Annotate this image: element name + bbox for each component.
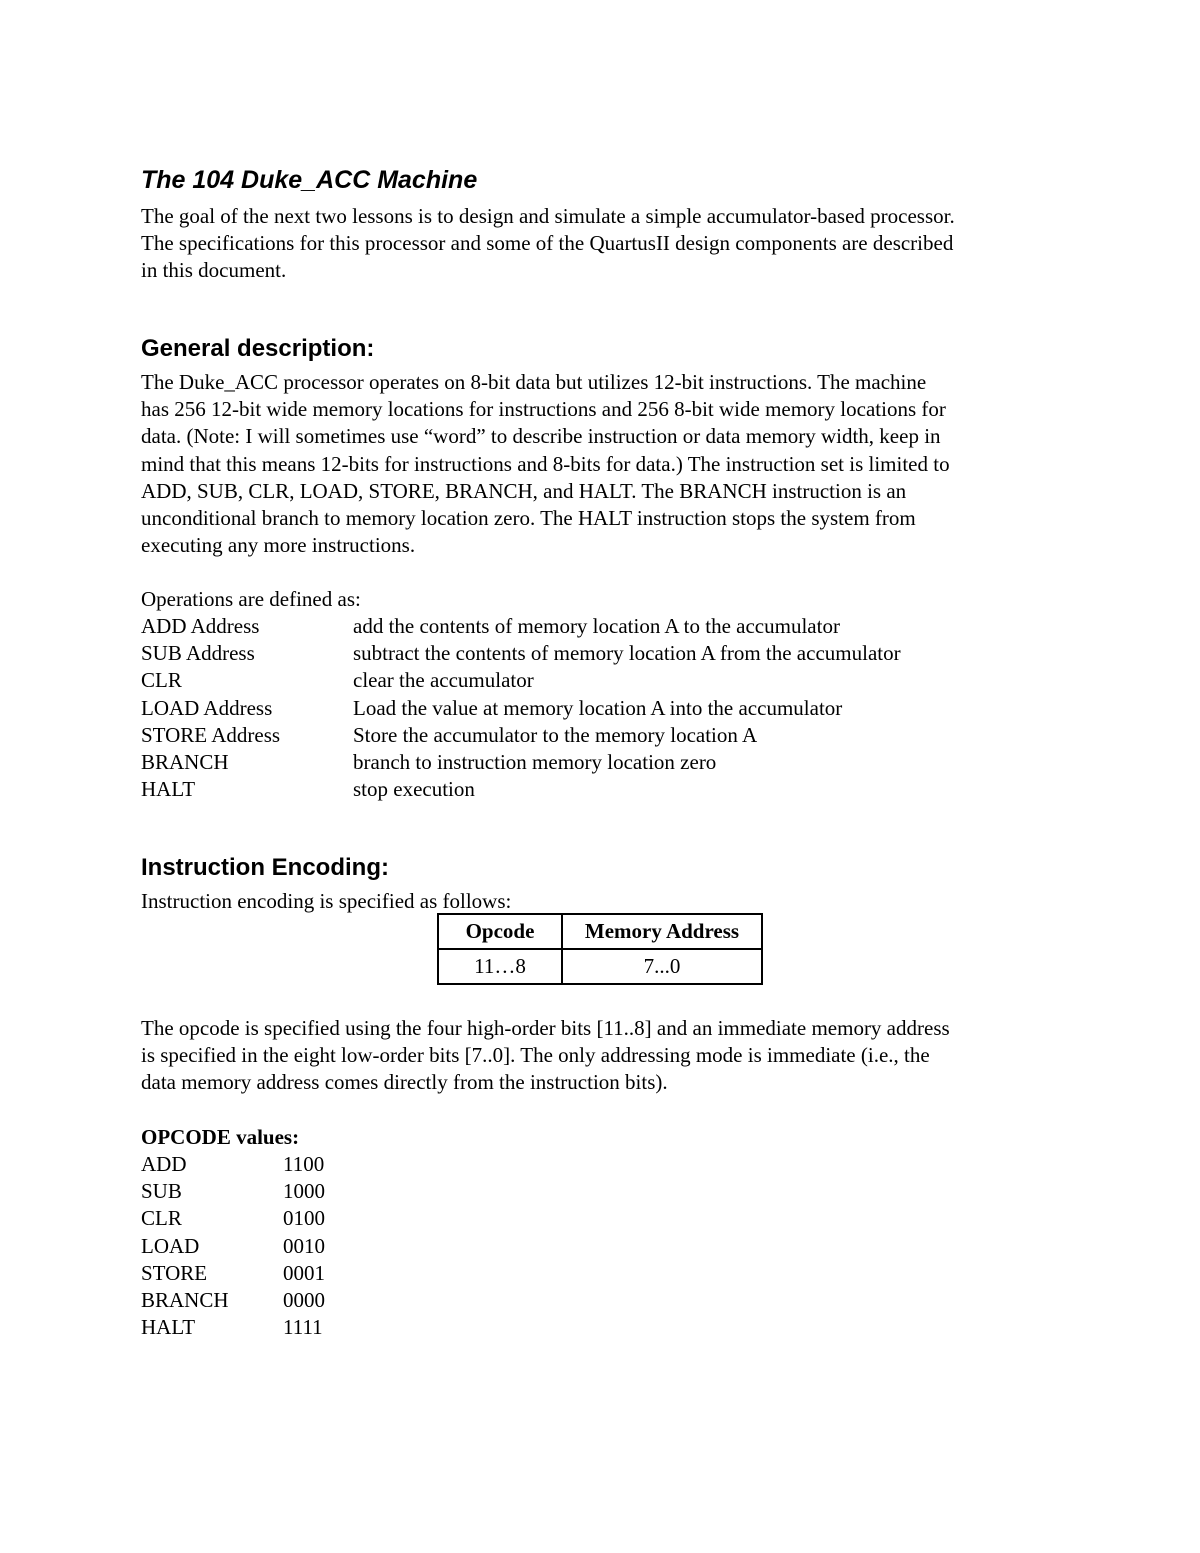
text-line: The specifications for this processor and some of the QuartusII design components are described <box>141 231 954 256</box>
opcode-value: 0010 <box>283 1233 325 1258</box>
operation-name: HALT <box>141 777 196 802</box>
opcode-name: ADD <box>141 1152 187 1176</box>
opcode-value: 0000 <box>283 1287 325 1312</box>
opcode-name: LOAD <box>141 1233 200 1258</box>
opcode-value: 1111 <box>283 1315 323 1340</box>
opcode-value: 0100 <box>283 1206 325 1231</box>
operation-description: branch to instruction memory location zero <box>353 749 717 774</box>
encoding-table <box>437 913 763 985</box>
operation-description: add the contents of memory location A to the accumulator <box>353 614 840 638</box>
operation-name: STORE Address <box>141 722 281 747</box>
operations-intro: Operations are defined as: <box>141 587 361 611</box>
opcode-row <box>141 1205 383 1232</box>
general-description-heading: General description: <box>141 335 375 362</box>
operation-row <box>141 776 1053 803</box>
operation-name: CLR <box>141 668 182 693</box>
text-line: unconditional branch to memory location zero. The HALT instruction stops the system from <box>141 506 916 531</box>
opcode-name: STORE <box>141 1260 208 1285</box>
opcode-name: CLR <box>141 1206 182 1231</box>
opcode-row <box>141 1260 383 1287</box>
text-line: executing any more instructions. <box>141 533 416 558</box>
text-line: has 256 12-bit wide memory locations for instructions and 256 8-bit wide memory locations for <box>141 397 946 422</box>
operation-row <box>141 722 1053 749</box>
memory-address-header: Memory Address <box>562 914 762 949</box>
operation-row <box>141 749 1053 776</box>
text-line: in this document. <box>141 258 287 283</box>
opcode-bits-cell: 11…8 <box>438 949 562 984</box>
text-line: The opcode is specified using the four high-order bits [11..8] and an immediate memory address <box>141 1016 950 1040</box>
instruction-encoding-heading: Instruction Encoding: <box>141 854 389 881</box>
text-line: is specified in the eight low-order bits [7..0]. The only addressing mode is immediate (i.e., the <box>141 1043 930 1068</box>
opcode-row <box>141 1314 383 1341</box>
opcode-values-list <box>141 1151 383 1341</box>
opcode-value: 0001 <box>283 1260 325 1285</box>
opcode-value: 1100 <box>283 1152 325 1176</box>
memory-address-bits-cell: 7...0 <box>562 949 762 984</box>
intro-paragraph <box>141 203 1066 285</box>
opcode-name: SUB <box>141 1179 182 1204</box>
encoding-intro: Instruction encoding is specified as follows: <box>141 889 512 913</box>
encoding-header-row <box>438 914 762 949</box>
document-title: The 104 Duke_ACC Machine <box>141 166 478 194</box>
text-line: ADD, SUB, CLR, LOAD, STORE, BRANCH, and HALT. The BRANCH instruction is an <box>141 478 907 503</box>
operation-description: subtract the contents of memory location A from the accumulator <box>353 641 901 666</box>
opcode-header: Opcode <box>438 914 562 949</box>
operations-list <box>141 613 1053 803</box>
opcode-name: BRANCH <box>141 1287 229 1312</box>
operation-row <box>141 613 1053 640</box>
opcode-row <box>141 1178 383 1205</box>
operation-row <box>141 667 1053 694</box>
opcode-values-heading: OPCODE values: <box>141 1125 300 1149</box>
operation-name: LOAD Address <box>141 695 273 720</box>
operation-description: clear the accumulator <box>353 668 534 693</box>
opcode-name: HALT <box>141 1315 196 1340</box>
text-line: mind that this means 12-bits for instructions and 8-bits for data.) The instruction set is limited to <box>141 451 950 476</box>
operation-description: stop execution <box>353 777 475 802</box>
operation-description: Load the value at memory location A into the accumulator <box>353 695 843 720</box>
general-description-paragraph <box>141 369 1066 559</box>
encoding-bits-row <box>438 949 762 984</box>
text-line: data memory address comes directly from the instruction bits). <box>141 1070 668 1095</box>
encoding-paragraph <box>141 1015 1066 1097</box>
text-line: The goal of the next two lessons is to design and simulate a simple accumulator-based processor. <box>141 204 955 228</box>
operation-name: SUB Address <box>141 641 255 666</box>
opcode-row <box>141 1287 383 1314</box>
operation-description: Store the accumulator to the memory location A <box>353 722 758 747</box>
text-line: data. (Note: I will sometimes use “word” to describe instruction or data memory width, keep in <box>141 424 941 449</box>
opcode-value: 1000 <box>283 1179 325 1204</box>
opcode-row <box>141 1151 383 1178</box>
operation-name: BRANCH <box>141 749 229 774</box>
text-line: The Duke_ACC processor operates on 8-bit data but utilizes 12-bit instructions. The machine <box>141 370 927 394</box>
operation-row <box>141 640 1053 667</box>
operation-name: ADD Address <box>141 614 260 638</box>
opcode-row <box>141 1233 383 1260</box>
operation-row <box>141 695 1053 722</box>
